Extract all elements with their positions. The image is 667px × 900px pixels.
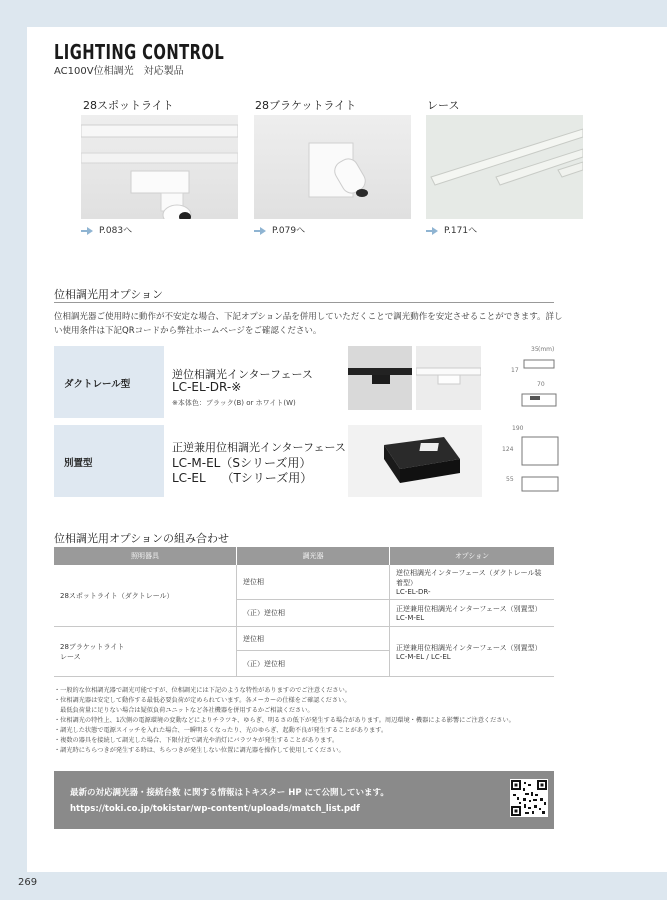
arrow-right-icon [81,227,93,235]
options-section-title: 位相調光用オプション [54,288,164,301]
note-item: ・複数の器具を接続して調光した場合、下限付近で調光や消灯にバラツキが発生することがあります。 [54,737,339,744]
product-image-race [426,115,583,219]
option-cell-line2: LC-M-EL [396,614,425,622]
product-title-bracket: 28ブラケットライト [255,99,357,112]
info-url-link[interactable]: https://toki.co.jp/tokistar/wp-content/uploads/match_list.pdf [70,804,360,814]
product-ref-race-label: P.171へ [444,226,478,236]
dim-length-duct: 70 [537,381,545,388]
option-photo-duct-black [348,346,412,410]
dim-depth-separate: 124 [502,446,514,453]
col-header-dimmer: 調光器 [237,547,390,565]
chevron-shape [149,346,164,418]
dim-height-duct: 17 [511,367,519,374]
dimmer-cell: 逆位相 [237,627,390,651]
option-cell [390,600,555,627]
option-cell-line1: 正逆兼用位相調光インターフェース（別置型） [396,605,542,613]
option-label-separate [54,425,164,497]
footer-bar [0,872,667,900]
page-number: 269 [18,877,38,888]
fixture-line2: レース [60,652,81,661]
options-paragraph: 位相調光器ご使用時に動作が不安定な場合、下記オプション品を併用していただくことで調光動作を安定させることができます。詳しい使用条件は下記QRコードから弊社ホームページをご確認ください。 [54,312,563,336]
notes-list [54,686,564,756]
option-label-duct-text: ダクトレール型 [64,379,131,390]
note-item: ・位相調光器は安定して動作する最低必要負荷が定められています。各メーカーの仕様をご確認ください。 [54,697,351,704]
product-image-spot [81,115,238,219]
product-title-spot: 28スポットライト [83,99,174,112]
option-cell-line2: LC-M-EL / LC-EL [396,652,451,661]
combo-table [54,547,554,677]
fixture-cell-bracket-race [54,627,237,677]
product-ref-spot[interactable] [81,223,132,236]
dimmer-cell: （正）逆位相 [237,651,390,677]
option-photo-duct-white [416,346,481,410]
note-item: ・一般的な位相調光器で調光可能ですが、位相調光には下記のような特性がありますのでご注意ください。 [54,687,351,694]
info-box [54,771,554,829]
table-row [54,627,554,651]
product-ref-bracket-label: P.079へ [272,226,306,236]
product-title-race: レース [427,99,460,112]
option-note-duct: ※本体色：ブラック(B) or ホワイト(W) [172,399,296,407]
option-label-separate-text: 別置型 [64,458,93,469]
option-cell-line2: LC-EL-DR- [396,588,431,596]
dim-width-duct: 35 [531,346,539,353]
option-cell-line1: 逆位相調光インターフェース（ダクトレール装着型） [396,569,542,587]
option-cell [390,565,555,600]
unit-label: (mm) [538,346,555,353]
col-header-option: オプション [390,547,555,565]
page-title: LIGHTING CONTROL [54,40,225,64]
chevron-shape [149,425,164,497]
option-name-separate: 正逆兼用位相調光インターフェース [172,441,346,454]
product-ref-spot-label: P.083へ [99,226,133,236]
option-photo-separate [348,425,482,497]
combo-section-title: 位相調光用オプションの組み合わせ [54,532,230,545]
product-ref-race[interactable] [426,223,477,236]
option-model-separate-s: LC-M-EL（Sシリーズ用） [172,456,312,470]
option-model-duct: LC-EL-DR-※ [172,380,242,394]
option-cell-line1: 正逆兼用位相調光インターフェース（別置型） [396,643,542,652]
option-label-duct [54,346,164,418]
note-item: ・調光した状態で電源スイッチを入れた場合、一瞬明るくなったり、光のゆらぎ、起動不良が発生することがあります。 [54,727,388,734]
info-text: 最新の対応調光器・接続台数 に関する情報はトキスター HP にて公開しています。 [70,788,389,798]
dim-width-separate: 190 [512,425,524,432]
note-item: 最低負荷量に足りない場合は疑似負荷ユニットなど各社機器を併用するかご相談ください。 [54,707,314,714]
product-ref-bracket[interactable] [254,223,305,236]
table-row [54,565,554,600]
page-subtitle: AC100V位相調光 対応製品 [54,66,184,77]
arrow-right-icon [426,227,438,235]
dimmer-cell: 逆位相 [237,565,390,600]
dimmer-cell: （正）逆位相 [237,600,390,627]
col-header-fixture: 照明器具 [54,547,237,565]
qr-code-icon[interactable] [510,779,548,817]
fixture-cell-spot: 28スポットライト（ダクトレール） [54,565,237,627]
fixture-line1: 28ブラケットライト [60,642,125,651]
note-item: ・調光時にちらつきが発生する時は、ちらつきが発生しない位置に調光器を操作して使用してください。 [54,747,345,754]
dimension-drawing-separate [520,433,560,497]
option-name-duct: 逆位相調光インターフェース [172,368,313,381]
note-item: ・位相調光の特性上、1次側の電源環境の変動などによりチラツキ、ゆらぎ、明るさの低下が発生する場合があります。周辺環境・機器による影響にご注意ください。 [54,717,515,724]
option-model-separate-t: LC-EL （Tシリーズ用） [172,471,313,485]
section-rule [54,302,554,303]
dim-height-separate: 55 [506,476,514,483]
option-cell [390,627,555,677]
arrow-right-icon [254,227,266,235]
product-image-bracket [254,115,411,219]
